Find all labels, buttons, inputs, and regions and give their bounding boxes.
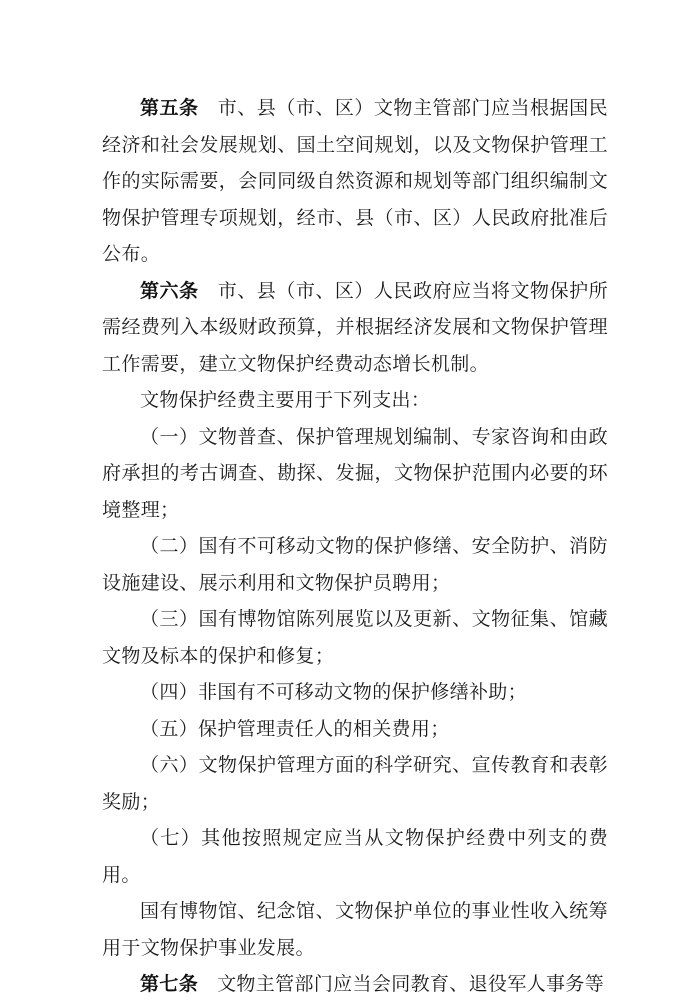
list-item-1 bbox=[102, 419, 608, 529]
list-item-6 bbox=[102, 747, 608, 820]
article-5-text: 市、县（市、区）文物主管部门应当根据国民经济和社会发展规划、国土空间规划，以及文物保护管理工作的实际需要，会同同级自然资源和规划等部门组织编制文物保护管理专项规划，经市、县（市、区）人民政府批准后公布。 bbox=[102, 97, 608, 265]
article-7-text: 文物主管部门应当会同教育、退役军人事务等 bbox=[217, 973, 605, 995]
document-body bbox=[102, 90, 608, 1003]
article-7-paragraph bbox=[102, 966, 608, 1003]
article-6-text: 市、县（市、区）人民政府应当将文物保护所需经费列入本级财政预算，并根据经济发展和文物保护管理工作需要，建立文物保护经费动态增长机制。 bbox=[102, 279, 608, 375]
list-item-2-text: （二）国有不可移动文物的保护修缮、安全防护、消防设施建设、展示利用和文物保护员聘用； bbox=[102, 535, 608, 594]
list-item-1-text: （一）文物普查、保护管理规划编制、专家咨询和由政府承担的考古调查、勘探、发掘，文物保护范围内必要的环境整理； bbox=[102, 425, 608, 521]
article-6-paragraph bbox=[102, 273, 608, 383]
list-item-7 bbox=[102, 820, 608, 893]
list-item-7-text: （七）其他按照规定应当从文物保护经费中列支的费用。 bbox=[102, 827, 608, 886]
list-item-3-text: （三）国有博物馆陈列展览以及更新、文物征集、馆藏文物及标本的保护和修复； bbox=[102, 608, 608, 667]
list-item-3 bbox=[102, 601, 608, 674]
list-item-4-text: （四）非国有不可移动文物的保护修缮补助； bbox=[140, 681, 528, 703]
museum-income-text: 国有博物馆、纪念馆、文物保护单位的事业性收入统筹用于文物保护事业发展。 bbox=[102, 900, 608, 959]
museum-income-paragraph bbox=[102, 893, 608, 966]
article-6-label: 第六条 bbox=[140, 279, 199, 302]
article-5-label: 第五条 bbox=[140, 97, 199, 119]
article-7-label: 第七条 bbox=[140, 973, 199, 995]
list-item-2 bbox=[102, 528, 608, 601]
list-item-4 bbox=[102, 674, 608, 711]
funding-intro-paragraph bbox=[102, 382, 608, 419]
list-item-5 bbox=[102, 711, 608, 748]
list-item-6-text: （六）文物保护管理方面的科学研究、宣传教育和表彰奖励； bbox=[102, 754, 608, 813]
article-5-paragraph bbox=[102, 90, 608, 273]
funding-intro-text: 文物保护经费主要用于下列支出： bbox=[140, 389, 431, 411]
list-item-5-text: （五）保护管理责任人的相关费用； bbox=[140, 717, 450, 740]
